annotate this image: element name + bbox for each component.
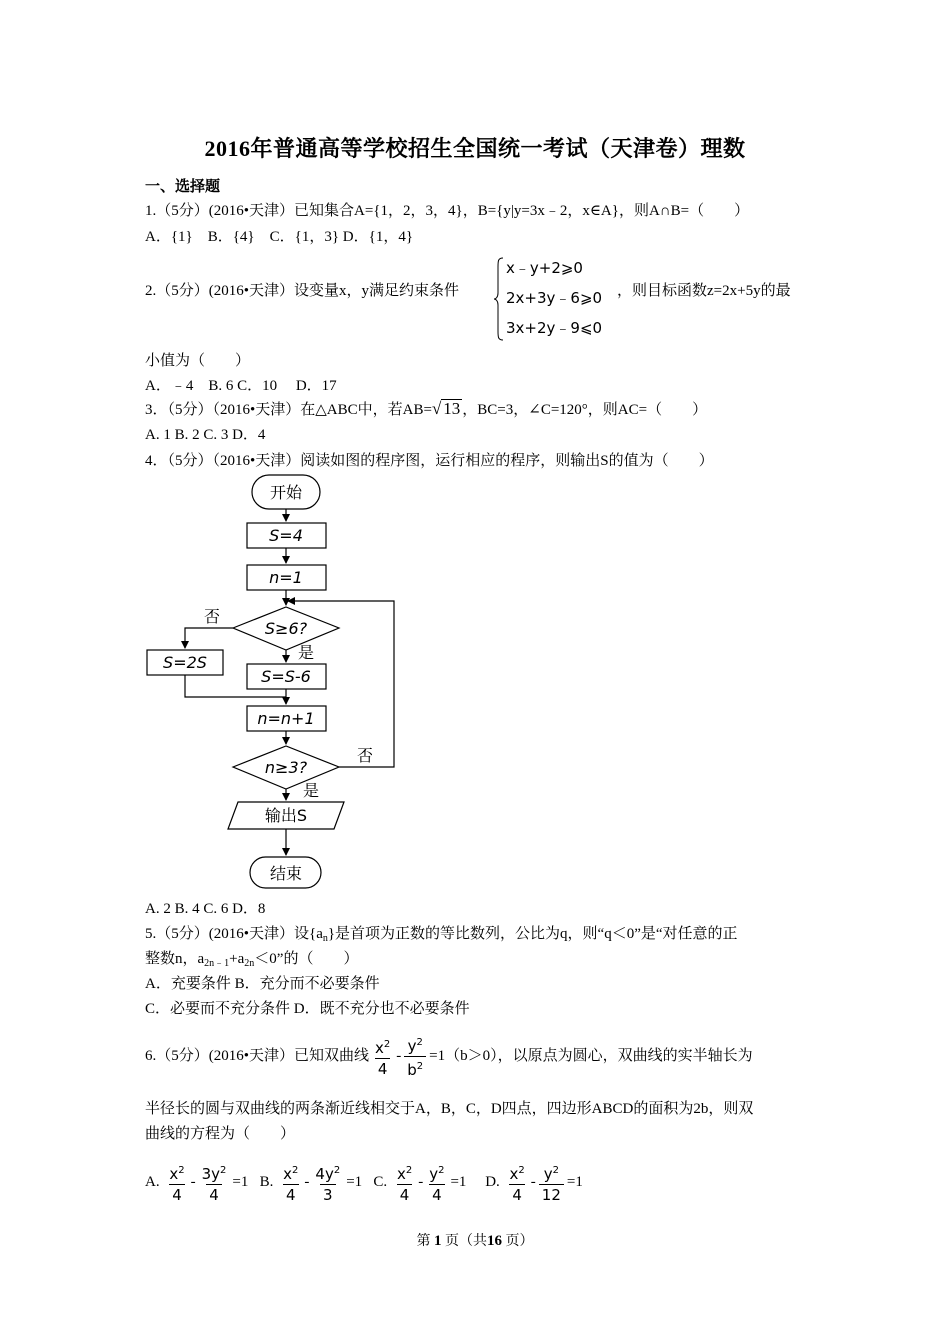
equals-one: =1 — [450, 1174, 467, 1190]
minus-sign: - — [418, 1174, 424, 1190]
q3-prefix: 3．（5分）（2016•天津）在△ABC中，若AB= — [145, 402, 432, 418]
q3-stem — [145, 399, 707, 420]
q6-suffix: =1（b＞0），以原点为圆心，双曲线的实半轴长为 — [429, 1048, 753, 1064]
frac-num: y — [407, 1037, 417, 1056]
option-c-label: C. — [373, 1174, 388, 1190]
exponent: 2 — [518, 1164, 525, 1176]
frac-den: 3 — [320, 1184, 336, 1205]
q6-line2: 半径长的圆与双曲线的两条渐近线相交于A，B，C，D四点，四边形ABCD的面积为2b，则双 — [145, 1101, 754, 1117]
frac-num: x — [375, 1038, 384, 1057]
q5-subscript: 2n﹣1 — [204, 958, 230, 969]
q6-line3: 曲线的方程为（ ） — [145, 1126, 296, 1142]
fraction — [280, 1161, 301, 1205]
q5-text: +a — [229, 951, 245, 967]
exponent: 2 — [333, 1164, 341, 1176]
q5-subscript: 2n — [244, 958, 255, 969]
q4-options: A. 2 B. 4 C. 6 D．8 — [145, 901, 266, 917]
q5-text: 整数n，a — [145, 951, 205, 967]
constraint-brace — [494, 257, 504, 341]
total-pages: 16 — [487, 1233, 502, 1249]
q2-suffix: ，则目标函数z=2x+5y的最 — [617, 283, 791, 299]
frac-den: 4 — [397, 1184, 413, 1205]
frac-den: 4 — [206, 1184, 222, 1205]
minus-sign: - — [304, 1174, 310, 1190]
q2-options: A．﹣4 B. 6 C．10 D．17 — [145, 378, 337, 394]
fraction — [166, 1161, 187, 1205]
flow-s4-label: S=4 — [269, 526, 303, 545]
flowchart — [140, 470, 410, 895]
minus-sign: - — [530, 1174, 536, 1190]
frac-num: 4y — [315, 1164, 334, 1183]
option-a-label: A. — [145, 1174, 160, 1190]
constraint-1: x﹣y+2⩾0 — [506, 259, 583, 277]
q2-continuation: 小值为（ ） — [145, 353, 251, 369]
document-title: 2016年普通高等学校招生全国统一考试（天津卷）理数 — [204, 136, 746, 161]
exponent: 2 — [552, 1164, 559, 1176]
frac-num: x — [396, 1164, 406, 1183]
flow-nn1-label: n=n+1 — [257, 709, 315, 728]
flow-yes2-label: 是 — [302, 781, 320, 800]
flow-arrow — [185, 628, 233, 648]
q5-line2 — [145, 949, 358, 974]
fraction — [199, 1161, 230, 1205]
option-d-label: D. — [485, 1174, 500, 1190]
q3-suffix: ，BC=3，∠C=120°，则AC=（ ） — [462, 402, 708, 418]
constraint-2: 2x+3y﹣6⩾0 — [506, 289, 603, 307]
q5-text: ＜0”的（ ） — [254, 951, 359, 967]
exponent: 2 — [438, 1164, 445, 1176]
q5-options-cd: C．必要而不充分条件 D．既不充分也不必要条件 — [145, 1001, 470, 1017]
frac-num: y — [429, 1164, 439, 1183]
q4-stem: 4．（5分）（2016•天津）阅读如图的程序图，运行相应的程序，则输出S的值为（ ） — [145, 453, 714, 469]
frac-den: 4 — [283, 1184, 299, 1205]
exponent: 2 — [220, 1164, 227, 1176]
q5-options-ab: A．充要条件 B．充分而不必要条件 — [145, 976, 380, 992]
q2-prefix: 2.（5分）(2016•天津）设变量x，y满足约束条件 — [145, 283, 459, 299]
option-b-label: B. — [259, 1174, 274, 1190]
exponent: 2 — [416, 1061, 424, 1073]
fraction — [426, 1161, 447, 1205]
q6-prefix: 6.（5分）(2016•天津）已知双曲线 — [145, 1048, 369, 1064]
frac-den: 4 — [509, 1184, 525, 1205]
minus-sign: - — [396, 1048, 402, 1064]
section-heading: 一、选择题 — [145, 179, 221, 195]
frac-num: y — [543, 1164, 553, 1183]
flow-output-label: 输出S — [264, 806, 308, 825]
q5-text: }是首项为正数的等比数列，公比为q，则“q＜0”是“对任意的正 — [327, 926, 738, 942]
sqrt-sign: √ — [431, 399, 442, 418]
fraction — [372, 1035, 393, 1079]
fraction — [404, 1033, 426, 1080]
flow-no1-label: 否 — [203, 607, 221, 626]
frac-den: 4 — [169, 1184, 185, 1205]
exponent: 2 — [383, 1038, 391, 1050]
frac-den: b — [407, 1061, 417, 1080]
fraction — [539, 1161, 564, 1205]
flow-yes1-label: 是 — [297, 643, 315, 662]
equals-one: =1 — [566, 1174, 583, 1190]
frac-num: x — [283, 1164, 293, 1183]
q6-options — [145, 1154, 583, 1210]
page-footer — [0, 1230, 950, 1250]
equals-one: =1 — [346, 1174, 363, 1190]
q3-radicand: 13 — [443, 399, 461, 418]
frac-num: 3y — [201, 1164, 221, 1183]
fraction — [394, 1161, 415, 1205]
q5-subscript: n — [322, 933, 328, 944]
flow-start-label: 开始 — [269, 483, 303, 502]
q5-line1 — [145, 924, 738, 949]
footer-text: 页（共 — [445, 1234, 487, 1249]
fraction — [507, 1161, 528, 1205]
q3-options: A. 1 B. 2 C. 3 D．4 — [145, 427, 266, 443]
q5-text: 5.（5分）(2016•天津）设{a — [145, 926, 323, 942]
flow-no2-label: 否 — [356, 746, 374, 765]
fraction — [312, 1161, 343, 1205]
exponent: 2 — [405, 1164, 413, 1176]
flow-n1-label: n=1 — [269, 568, 303, 587]
footer-text: 第 — [416, 1234, 431, 1249]
flow-s2s-label: S=2S — [163, 653, 207, 672]
exponent: 2 — [178, 1164, 185, 1176]
q6-line1 — [145, 1028, 753, 1084]
exponent: 2 — [416, 1037, 423, 1049]
footer-text: 页） — [505, 1234, 534, 1249]
equals-one: =1 — [232, 1174, 249, 1190]
frac-den: 4 — [375, 1058, 391, 1079]
q1-stem: 1.（5分）(2016•天津）已知集合A={1，2，3，4}，B={y|y=3x﹣2，x∈A}，则A∩B=（ ） — [145, 203, 750, 219]
page-number: 1 — [434, 1233, 442, 1249]
exponent: 2 — [292, 1164, 299, 1176]
flow-cond2-label: n≥3? — [264, 758, 308, 777]
frac-den: 4 — [429, 1184, 445, 1205]
q1-options: A．{1} B．{4} C．{1，3} D．{1，4} — [145, 229, 414, 245]
frac-den: 12 — [539, 1184, 564, 1205]
flow-cond1-label: S≥6? — [264, 619, 308, 638]
constraint-3: 3x+2y﹣9⩽0 — [506, 319, 603, 337]
minus-sign: - — [190, 1174, 196, 1190]
frac-num: x — [169, 1164, 179, 1183]
frac-num: x — [509, 1164, 519, 1183]
flow-ss6-label: S=S-6 — [261, 667, 311, 686]
flow-end-label: 结束 — [269, 864, 303, 883]
